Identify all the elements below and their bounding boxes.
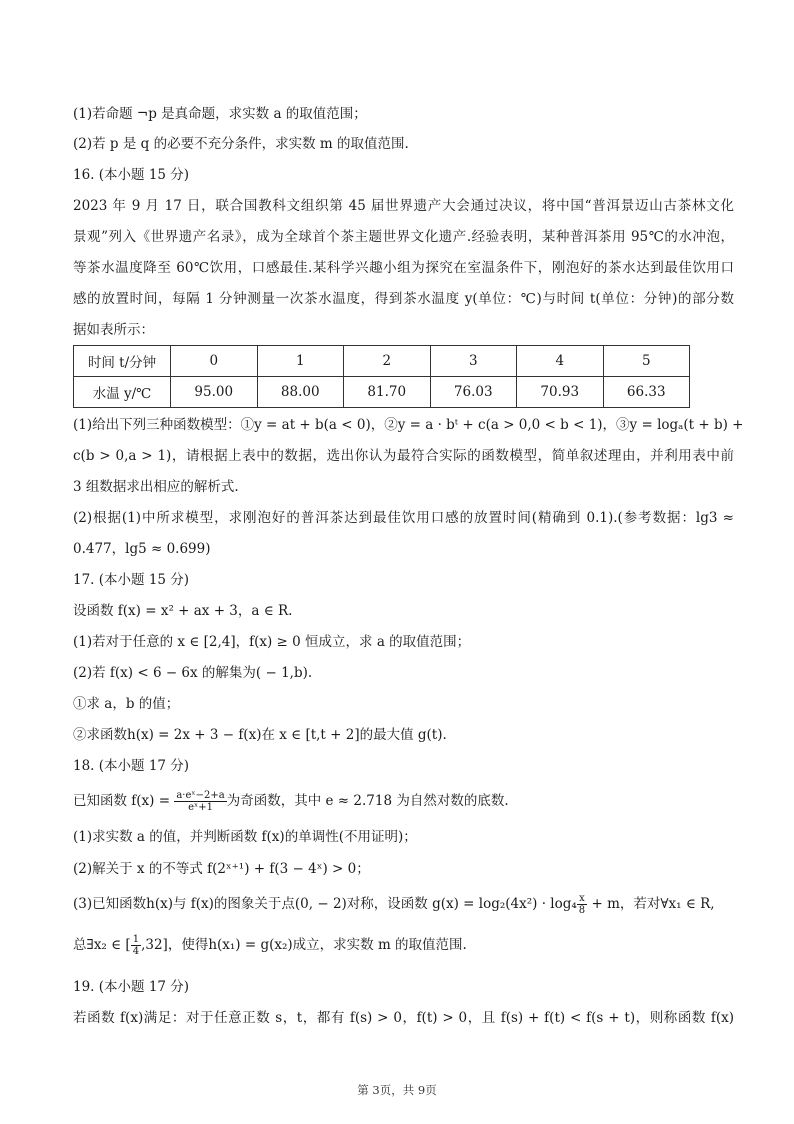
q18-part3-line2 bbox=[73, 934, 734, 957]
q18-definition bbox=[73, 790, 734, 813]
table-cell: 76.03 bbox=[430, 377, 517, 408]
table-cell: 5 bbox=[603, 346, 690, 377]
fraction bbox=[131, 934, 141, 957]
table-cell: 88.00 bbox=[257, 377, 344, 408]
q16-part2-line1: (2)根据(1)中所求模型，求刚泡好的普洱茶达到最佳饮用口感的放置时间(精确到 0.1).(参考数据：lg3 ≈ bbox=[73, 510, 734, 526]
table-cell: 70.93 bbox=[517, 377, 604, 408]
table-cell: 0 bbox=[171, 346, 258, 377]
table-row bbox=[74, 346, 690, 377]
fraction-numerator: x bbox=[577, 893, 587, 905]
q18-part3-suffix: + m，若对∀x₁ ∈ R, bbox=[587, 896, 715, 912]
table-header-time: 时间 t/分钟 bbox=[74, 346, 171, 377]
q16-part1-line3: 3 组数据求出相应的解析式. bbox=[73, 479, 239, 495]
table-cell: 66.33 bbox=[603, 377, 690, 408]
q17-part1: (1)若对于任意的 x ∈ [2,4]，f(x) ≥ 0 恒成立，求 a 的取值范围； bbox=[73, 634, 471, 650]
q18-part1: (1)求实数 a 的值，并判断函数 f(x)的单调性(不用证明)； bbox=[73, 829, 417, 845]
fraction-numerator: a·eˣ−2+a bbox=[176, 790, 225, 801]
q17-part2: (2)若 f(x) < 6 − 6x 的解集为( − 1,b). bbox=[73, 665, 313, 681]
q18-part3b-suffix: ,32]，使得h(x₁) = g(x₂)成立，求实数 m 的取值范围. bbox=[141, 937, 467, 953]
page-footer: 第 3页，共 9页 bbox=[357, 1083, 437, 1097]
q16-text-line2: 景观”列入《世界遗产名录》，成为全球首个茶主题世界文化遗产.经验表明，某种普洱茶用 95℃的水冲泡， bbox=[73, 229, 734, 245]
fraction bbox=[577, 893, 587, 916]
table-cell: 4 bbox=[517, 346, 604, 377]
table-cell: 81.70 bbox=[344, 377, 431, 408]
q18-def-suffix: 为奇函数，其中 e ≈ 2.718 为自然对数的底数. bbox=[226, 793, 509, 809]
q16-heading: 16. (本小题 15 分) bbox=[73, 167, 190, 183]
q19-text-line1: 若函数 f(x)满足：对于任意正数 s，t，都有 f(s) > 0，f(t) > 0，且 f(s) + f(t) < f(s + t)，则称函数 f(x) bbox=[73, 1010, 734, 1026]
table-cell: 3 bbox=[430, 346, 517, 377]
q16-text-line5: 据如表所示： bbox=[73, 322, 154, 338]
q15-part1: (1)若命题 ¬p 是真命题，求实数 a 的取值范围； bbox=[73, 106, 367, 122]
table-header-temp: 水温 y/℃ bbox=[74, 377, 171, 408]
temperature-table bbox=[73, 345, 690, 408]
q16-part1-line1: (1)给出下列三种函数模型：①y = at + b(a < 0)，②y = a · bᵗ + c(a > 0,0 < b < 1)，③y = logₐ(t + b) + bbox=[73, 417, 744, 433]
q16-text-line1: 2023 年 9 月 17 日，联合国教科文组织第 45 届世界遗产大会通过决议，将中国“普洱景迈山古茶林文化 bbox=[73, 198, 734, 214]
table-cell: 1 bbox=[257, 346, 344, 377]
fraction-denominator: 8 bbox=[578, 905, 586, 916]
q17-part2-i: ①求 a，b 的值； bbox=[73, 696, 180, 712]
q18-def-prefix: 已知函数 f(x) = bbox=[73, 793, 175, 809]
q18-part3-line1 bbox=[73, 893, 734, 916]
fraction-denominator: 4 bbox=[132, 946, 140, 957]
q15-part2: (2)若 p 是 q 的必要不充分条件，求实数 m 的取值范围. bbox=[73, 136, 409, 152]
q18-part3-prefix: (3)已知函数h(x)与 f(x)的图象关于点(0, − 2)对称，设函数 g(x) = log₂(4x²) · log₄ bbox=[73, 896, 577, 912]
q17-part2-ii: ②求函数h(x) = 2x + 3 − f(x)在 x ∈ [t,t + 2]的最大值 g(t). bbox=[73, 727, 447, 743]
q19-heading: 19. (本小题 17 分) bbox=[73, 979, 190, 995]
table-cell: 2 bbox=[344, 346, 431, 377]
fraction-numerator: 1 bbox=[132, 934, 140, 945]
q18-part2: (2)解关于 x 的不等式 f(2ˣ⁺¹) + f(3 − 4ˣ) > 0； bbox=[73, 861, 370, 877]
fraction-denominator: eˣ+1 bbox=[188, 802, 213, 813]
table-cell: 95.00 bbox=[171, 377, 258, 408]
table-row bbox=[74, 377, 690, 408]
q17-definition: 设函数 f(x) = x² + ax + 3，a ∈ R. bbox=[73, 603, 293, 619]
q16-text-line3: 等茶水温度降至 60℃饮用，口感最佳.某科学兴趣小组为探究在室温条件下，刚泡好的茶水达到最佳饮用口 bbox=[73, 260, 734, 276]
q16-part2-line2: 0.477，lg5 ≈ 0.699) bbox=[73, 541, 211, 557]
q18-part3b-prefix: 总∃x₂ ∈ [ bbox=[73, 937, 131, 953]
q16-part1-line2: c(b > 0,a > 1)，请根据上表中的数据，选出你认为最符合实际的函数模型，简单叙述理由，并利用表中前 bbox=[73, 448, 734, 464]
fraction bbox=[174, 790, 226, 813]
q16-text-line4: 感的放置时间，每隔 1 分钟测量一次茶水温度，得到茶水温度 y(单位：℃)与时间 t(单位：分钟)的部分数 bbox=[73, 291, 734, 307]
q18-heading: 18. (本小题 17 分) bbox=[73, 758, 190, 774]
q17-heading: 17. (本小题 15 分) bbox=[73, 572, 190, 588]
